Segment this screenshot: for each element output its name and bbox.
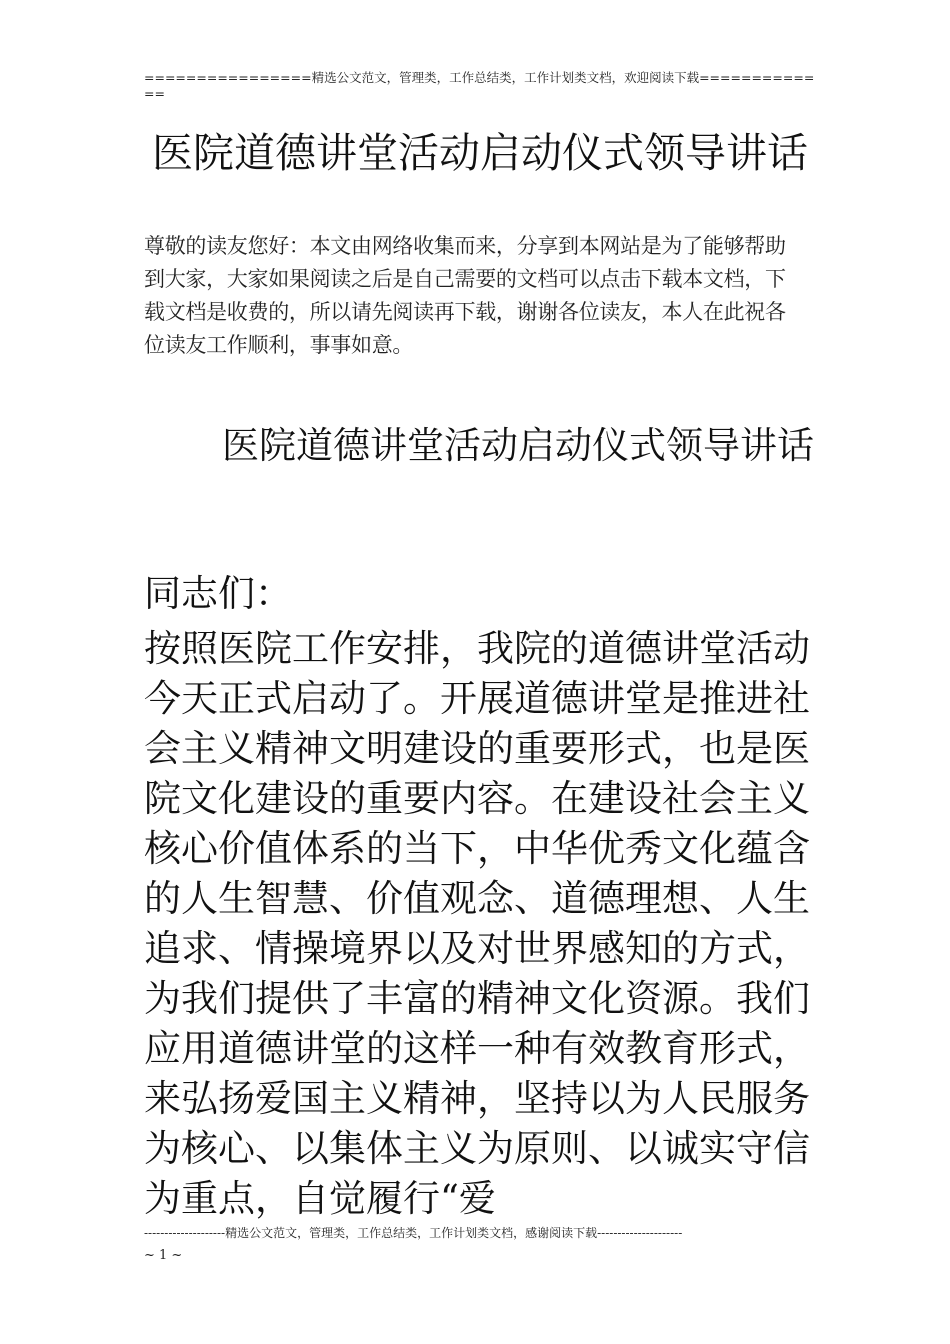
footer-banner: --------------------精选公文范文，管理类，工作总结类，工作计划类文档，感谢阅读下载--------------------- xyxy=(144,1226,683,1240)
salutation: 同志们： xyxy=(144,572,292,615)
reader-greeting: 尊敬的读友您好：本文由网络收集而来，分享到本网站是为了能够帮助到大家，大家如果阅读之后是自己需要的文档可以点击下载本文档，下载文档是收费的，所以请先阅读再下载，谢谢各位读友，本人在此祝各位读友工作顺利，事事如意。 xyxy=(144,234,786,357)
speech-body: 按照医院工作安排，我院的道德讲堂活动今天正式启动了。开展道德讲堂是推进社会主义精神文明建设的重要形式，也是医院文化建设的重要内容。在建设社会主义核心价值体系的当下，中华优秀文化蕴含的人生智慧、价值观念、道德理想、人生追求、情操境界以及对世界感知的方式，为我们提供了丰富的精神文化资源。我们应用道德讲堂的这样一种有效教育形式，来弘扬爱国主义精神，坚持以为人民服务为核心、以集体主义为原则、以诚实守信为重点，自觉履行“爱 xyxy=(144,627,810,1220)
document-title: 医院道德讲堂活动启动仪式领导讲话 xyxy=(152,129,808,177)
page-number: ~ 1 ~ xyxy=(144,1248,183,1263)
header-banner: ================精选公文范文，管理类，工作总结类，工作计划类文档，欢迎阅读下载============= xyxy=(144,70,815,101)
speech-title: 医院道德讲堂活动启动仪式领导讲话 xyxy=(222,424,814,467)
